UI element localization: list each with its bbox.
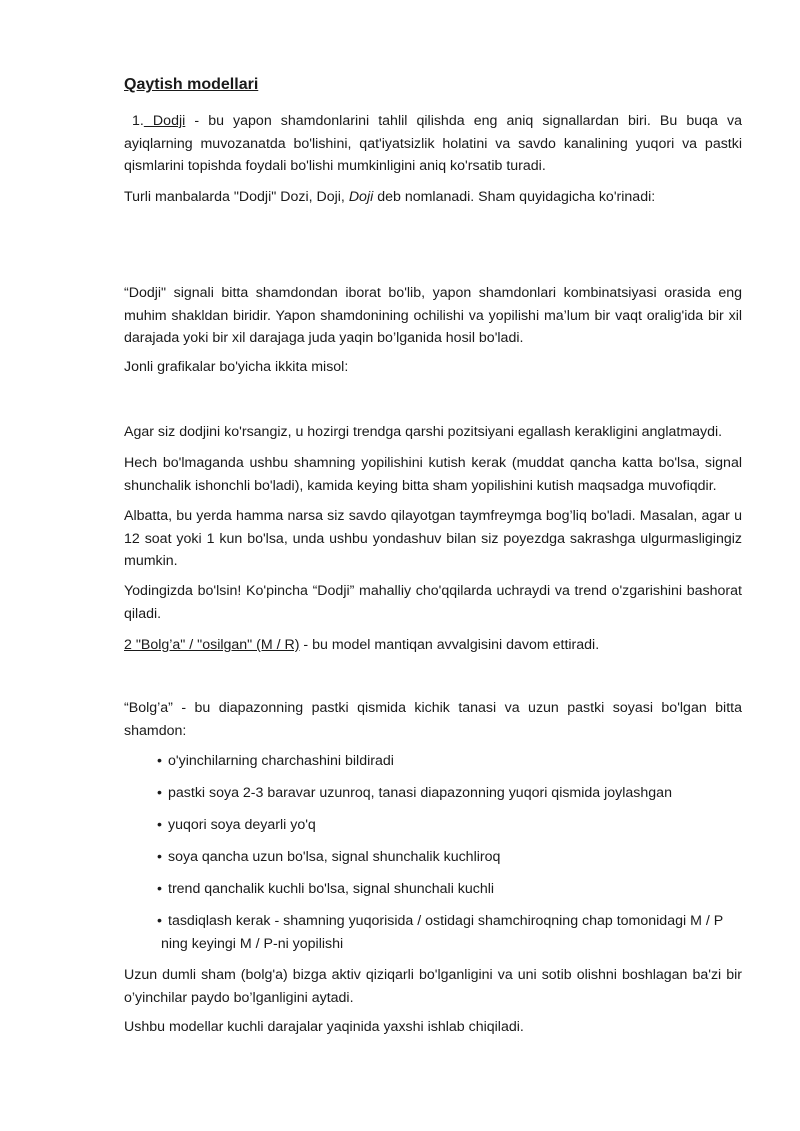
paragraph-hammer-model (124, 634, 742, 657)
paragraph-text: “Bolg’a” - bu diapazonning pastki qismida kichik tanasi va uzun pastki soyasi bo'lgan bitta shamdon: (124, 700, 742, 739)
list-item: • pastki soya 2-3 baravar uzunroq, tanasi diapazonning yuqori qismida joylashgan (157, 785, 672, 801)
list-item-text: trend qanchalik kuchli bo'lsa, signal shunchali kuchli (168, 881, 495, 897)
term-dodji: Dodji (143, 113, 186, 129)
paragraph-text: Turli manbalarda "Dodji" Dozi, Doji, (124, 189, 349, 205)
paragraph-timeframe (124, 505, 742, 573)
paragraph-long-tail (124, 964, 742, 1009)
paragraph-text: - bu model mantiqan avvalgisini davom ettiradi. (299, 637, 600, 653)
list-item-text: pastki soya 2-3 baravar uzunroq, tanasi diapazonning yuqori qismida joylashgan (168, 785, 672, 801)
paragraph-text: Jonli grafikalar bo'yicha ikkita misol: (124, 359, 349, 375)
paragraph-trend (124, 421, 742, 444)
list-item-text: ning keyingi M / P-ni yopilishi (161, 935, 344, 952)
list-item: • trend qanchalik kuchli bo'lsa, signal shunchali kuchli (157, 881, 495, 897)
paragraph-wait (124, 452, 742, 497)
italic-term: Doji (348, 189, 374, 205)
page-title: Qaytish modellari (124, 76, 259, 93)
paragraph-text: Ushbu modellar kuchli darajalar yaqinida yaxshi ishlab chiqiladi. (124, 1019, 524, 1035)
paragraph-text: Agar siz dodjini ko'rsangiz, u hozirgi trendga qarshi pozitsiyani egallash kerakligini anglatmaydi. (124, 424, 723, 440)
paragraph-text: Albatta, bu yerda hamma narsa siz savdo qilayotgan taymfreymga bog’liq bo'ladi. Masalan, agar u 12 soat yoki 1 kun bo'lsa, unda ushbu yondashuv bilan siz poyezdga sakrashga ulgurmasligingiz mumkin. (124, 508, 742, 570)
paragraph-hammer-desc (124, 697, 742, 742)
list-item: • soya qancha uzun bo'lsa, signal shunchalik kuchliroq (157, 849, 501, 865)
paragraph-text: “Dodji" signali bitta shamdondan iborat bo'lib, yapon shamdonlari kombinatsiyasi orasida eng muhim shakldan biridir. Yapon shamdonining ochilishi va yopilishi ma’lum bir vaqt oralig'ida bir xil darajada yoki bir xil darajaga juda yaqin bo’lganida hosil bo'ladi. (124, 285, 742, 347)
list-item-text: soya qancha uzun bo'lsa, signal shunchalik kuchliroq (168, 849, 501, 865)
list-item: • tasdiqlash kerak - shamning yuqorisida / ostidagi shamchiroqning chap tomonidagi M / P ning keyingi M / P-ni yopilishi (157, 913, 724, 952)
list-item-text: yuqori soya deyarli yo'q (168, 817, 316, 833)
paragraph-dodji-intro (124, 110, 742, 178)
list-number: 1. (132, 113, 144, 129)
paragraph-examples (124, 356, 742, 379)
paragraph-text: - bu yapon shamdonlarini tahlil qilishda eng aniq signallardan biri. Bu buqa va ayiqlarning muvozanatda bo'lishini, qat'iyatsizlik holatini va savdo kanalining yuqori va pastki qismlarini topishda foydali bo'lishi mumkinligini aniq ko'rsatib turadi. (124, 113, 743, 175)
term-hammer: 2 "Bolg’a" / "osilgan" (M / R) (124, 637, 300, 653)
paragraph-text: Hech bo'lmaganda ushbu shamning yopilishini kutish kerak (muddat qancha katta bo'lsa, signal shunchalik ishonchli bo'ladi), kamida keying bitta sham yopilishini kutish maqsadga muvofiqdir. (124, 455, 742, 494)
paragraph-text: deb nomlanadi. Sham quyidagicha ko'rinadi: (373, 189, 656, 205)
paragraph-remember (124, 580, 742, 625)
list-item: • yuqori soya deyarli yo'q (157, 817, 316, 833)
list-item-text: o'yinchilarning charchashini bildiradi (168, 753, 394, 769)
paragraph-levels (124, 1016, 742, 1039)
paragraph-text: Yodingizda bo'lsin! Ko'pincha “Dodji” mahalliy cho'qqilarda uchraydi va trend o'zgarishini bashorat qiladi. (124, 583, 742, 622)
paragraph-dodji-signal (124, 282, 742, 350)
paragraph-text: Uzun dumli sham (bolg'a) bizga aktiv qiziqarli bo'lganligini va uni sotib olishni boshlagan ba'zi bir o’yinchilar paydo bo’lganligini aytadi. (124, 967, 742, 1006)
list-item-text: tasdiqlash kerak - shamning yuqorisida / ostidagi shamchiroqning chap tomonidagi M / P (168, 913, 724, 929)
paragraph-names (124, 186, 742, 209)
list-item: • o'yinchilarning charchashini bildiradi (157, 753, 394, 769)
